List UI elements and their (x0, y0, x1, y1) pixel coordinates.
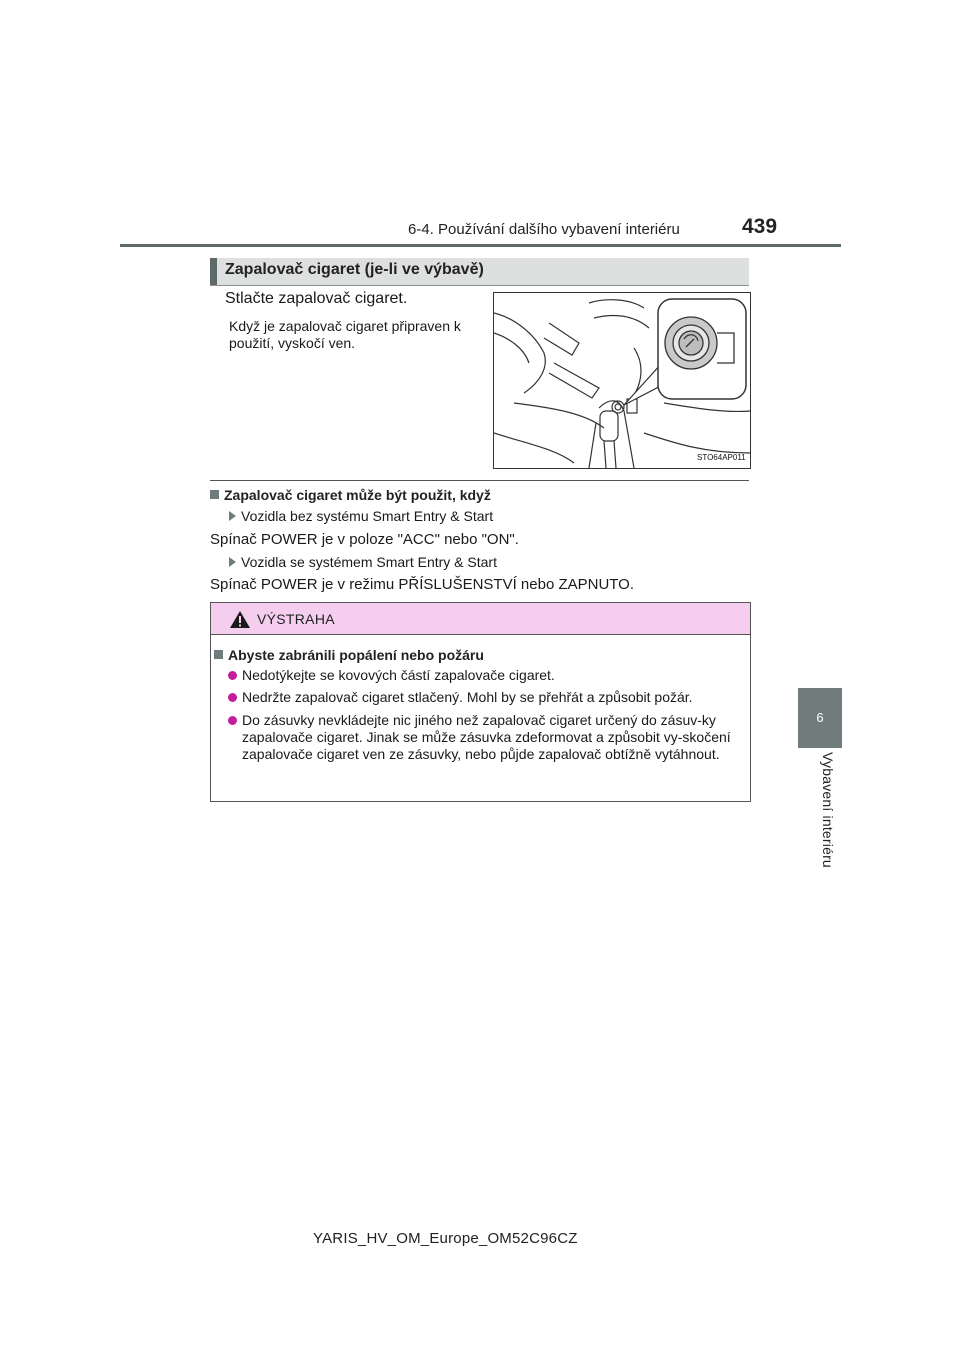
square-bullet-icon (214, 650, 223, 659)
warning-subtitle (214, 647, 484, 663)
chapter-number: 6 (816, 710, 824, 725)
chapter-label: Vybavení interiéru (820, 752, 836, 868)
content-divider (210, 480, 749, 481)
round-bullet-icon (228, 716, 237, 725)
warning-box (210, 602, 751, 802)
condition-vehicle-text: Vozidla bez systému Smart Entry & Start (241, 508, 494, 524)
conditions-heading (210, 487, 491, 503)
round-bullet-icon (228, 693, 237, 702)
warning-item-text: Nedotýkejte se kovových částí zapalovače cigaret. (242, 667, 555, 683)
round-bullet-icon (228, 671, 237, 680)
condition-vehicle-type (229, 554, 497, 570)
warning-item (228, 667, 555, 684)
document-code-footer: YARIS_HV_OM_Europe_OM52C96CZ (313, 1230, 578, 1247)
warning-item (228, 712, 748, 763)
condition-text: Spínač POWER je v poloze "ACC" nebo "ON". (210, 531, 519, 548)
warning-item-text: Do zásuvky nevkládejte nic jiného než zapalovač cigaret určený do zásuv-ky zapalovače cigaret. Jinak se může zásuvka zdeformovat a způsobit vy-skočení zapalovače cigaret ven ze zásuvky, nebo půjde zapalovač obtížně vytáhnout. (242, 712, 731, 762)
instruction-note: Když je zapalovač cigaret připraven k použití, vyskočí ven. (229, 318, 461, 351)
section-title: Zapalovač cigaret (je-li ve výbavě) (225, 261, 484, 278)
instruction-step: Stlačte zapalovač cigaret. (225, 290, 408, 307)
chapter-tab (798, 688, 842, 748)
condition-text: Spínač POWER je v režimu PŘÍSLUŠENSTVÍ nebo ZAPNUTO. (210, 576, 635, 593)
cigarette-lighter-illustration (493, 292, 751, 469)
warning-header (211, 603, 750, 635)
section-divider (210, 285, 749, 286)
section-heading (210, 258, 749, 285)
square-bullet-icon (210, 490, 219, 499)
section-heading-accent (210, 258, 217, 285)
header-divider (120, 244, 841, 247)
warning-item-text: Nedržte zapalovač cigaret stlačený. Mohl by se přehřát a způsobit požár. (242, 689, 693, 705)
conditions-heading-text: Zapalovač cigaret může být použit, když (224, 487, 491, 503)
warning-item (228, 689, 693, 706)
condition-vehicle-text: Vozidla se systémem Smart Entry & Start (241, 554, 497, 570)
triangle-bullet-icon (229, 557, 236, 567)
running-header-section: 6-4. Používání dalšího vybavení interiéru (408, 221, 680, 238)
page-number: 439 (742, 215, 778, 238)
warning-title: VÝSTRAHA (257, 611, 335, 627)
illustration-code: STO64AP011 (697, 453, 746, 462)
warning-triangle-icon (229, 610, 251, 634)
warning-subtitle-text: Abyste zabránili popálení nebo požáru (228, 647, 484, 663)
triangle-bullet-icon (229, 511, 236, 521)
condition-vehicle-type (229, 508, 493, 524)
